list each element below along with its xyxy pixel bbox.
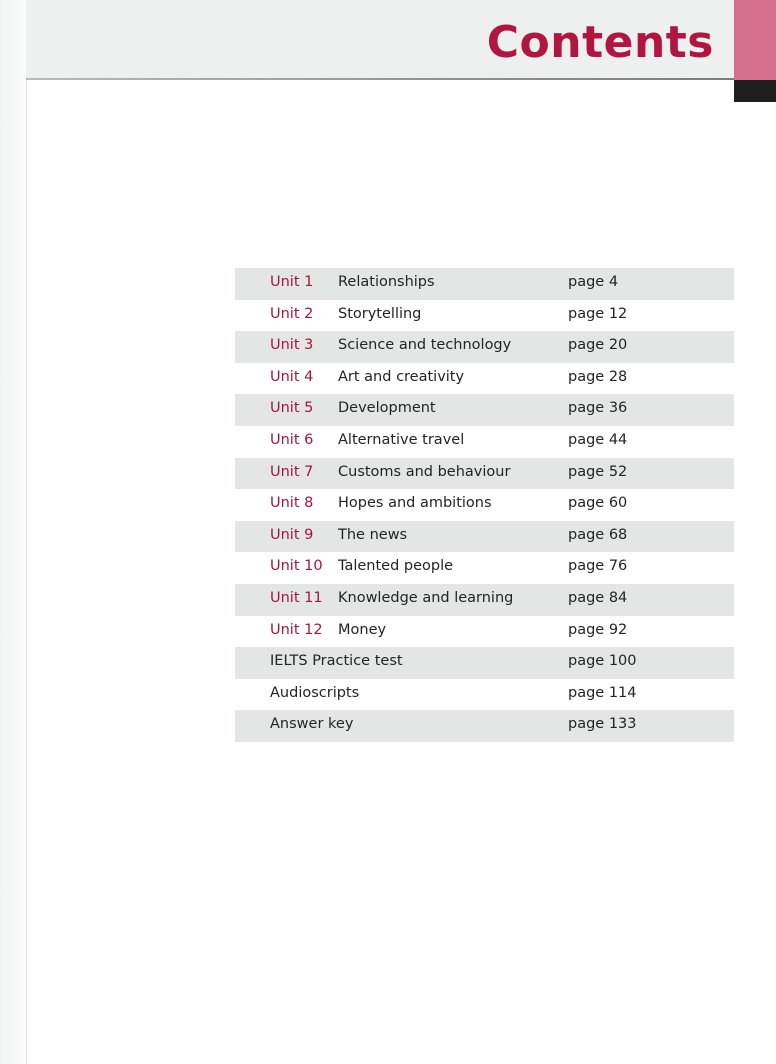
toc-row-unit-12[interactable]	[235, 616, 734, 648]
toc-row-unit-3[interactable]	[235, 331, 734, 363]
page-ref: page 20	[568, 337, 628, 354]
toc-row-audioscripts[interactable]	[235, 679, 734, 711]
toc-row-unit-10[interactable]	[235, 552, 734, 584]
unit-title: The news	[338, 526, 408, 543]
unit-title: Storytelling	[338, 305, 422, 322]
section-title: Answer key	[270, 716, 354, 733]
page-ref: page 92	[568, 621, 628, 638]
unit-title: Talented people	[338, 558, 454, 575]
page-ref: page 133	[568, 716, 637, 733]
toc-row-unit-8[interactable]	[235, 489, 734, 521]
unit-label: Unit 5	[270, 400, 314, 417]
toc-row-unit-4[interactable]	[235, 363, 734, 395]
unit-title: Development	[338, 400, 436, 417]
page-ref: page 12	[568, 305, 628, 322]
page-ref: page 28	[568, 368, 628, 385]
page-ref: page 76	[568, 558, 628, 575]
unit-title: Hopes and ambitions	[338, 495, 492, 512]
unit-label: Unit 3	[270, 337, 314, 354]
unit-title: Relationships	[338, 274, 435, 290]
contents-table	[235, 268, 734, 742]
page-ref: page 36	[568, 400, 628, 417]
unit-label: Unit 2	[270, 305, 314, 322]
unit-label: Unit 10	[270, 558, 323, 575]
page-ref: page 4	[568, 274, 619, 290]
unit-title: Customs and behaviour	[338, 463, 511, 480]
toc-row-answer-key[interactable]	[235, 710, 734, 742]
page-ref: page 114	[568, 684, 637, 701]
unit-title: Knowledge and learning	[338, 589, 514, 606]
toc-row-unit-2[interactable]	[235, 300, 734, 332]
unit-label: Unit 7	[270, 463, 314, 480]
section-title: Audioscripts	[270, 684, 360, 701]
unit-title: Money	[338, 621, 387, 638]
header-rule	[26, 78, 734, 80]
unit-label: Unit 12	[270, 621, 323, 638]
page-binding-edge	[0, 0, 26, 1064]
section-tab-pink	[734, 0, 776, 80]
toc-row-unit-5[interactable]	[235, 394, 734, 426]
unit-title: Art and creativity	[338, 368, 465, 385]
toc-row-unit-7[interactable]	[235, 458, 734, 490]
page-ref: page 44	[568, 431, 628, 448]
unit-title: Alternative travel	[338, 431, 465, 448]
toc-row-unit-1[interactable]	[235, 268, 734, 300]
unit-label: Unit 11	[270, 589, 323, 606]
unit-label: Unit 6	[270, 431, 314, 448]
section-tab-dark	[734, 80, 776, 102]
page-ref: page 60	[568, 495, 628, 512]
toc-row-unit-11[interactable]	[235, 584, 734, 616]
unit-label: Unit 4	[270, 368, 314, 385]
page-ref: page 68	[568, 526, 628, 543]
unit-title: Science and technology	[338, 337, 512, 354]
page-ref: page 52	[568, 463, 628, 480]
unit-label: Unit 8	[270, 495, 314, 512]
unit-label: Unit 1	[270, 274, 314, 290]
toc-row-unit-6[interactable]	[235, 426, 734, 458]
binding-line	[26, 60, 27, 1064]
page-ref: page 84	[568, 589, 628, 606]
page-ref: page 100	[568, 653, 637, 670]
section-title: IELTS Practice test	[270, 653, 403, 670]
toc-row-ielts-practice-test[interactable]	[235, 647, 734, 679]
page-title: Contents	[486, 17, 714, 68]
toc-row-unit-9[interactable]	[235, 521, 734, 553]
unit-label: Unit 9	[270, 526, 314, 543]
